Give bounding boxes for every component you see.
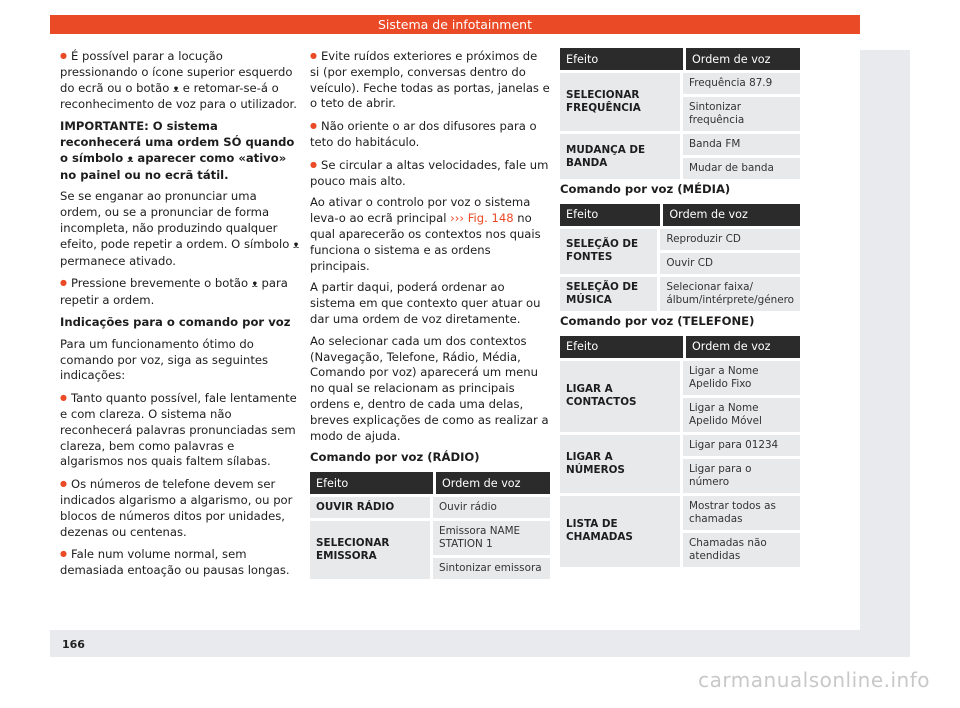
text: no qual aparecerão os contextos nos quais funciona o sistema e as ordens principais.	[310, 211, 541, 273]
efeito-cell: LIGAR A NÚMEROS	[560, 435, 683, 493]
paragraph: A partir daqui, poderá ordenar ao sistema em que contexto quer atuar ou dar uma ordem de voz diretamente.	[310, 280, 541, 326]
efeito-cell: SELEÇÃO DE FONTES	[560, 229, 660, 274]
ordem-cell: Selecionar faixa/álbum/intérprete/género	[660, 277, 800, 311]
ordem-cell: Ouvir CD	[660, 253, 800, 274]
text: Fale num volume normal, sem demasiada entoação ou pausas longas.	[60, 547, 290, 578]
important-note	[60, 119, 300, 183]
column-header-ordem: Ordem de voz	[683, 336, 800, 358]
radio-table-continued	[560, 45, 800, 182]
table-title-radio: Comando por voz (RÁDIO)	[310, 450, 480, 465]
table-title-phone: Comando por voz (TELEFONE)	[560, 313, 755, 328]
ordem-cell: Ligar para o número	[683, 459, 800, 493]
watermark: carmanualsonline.info	[698, 668, 930, 692]
ordem-cell: Mostrar todos as chamadas	[683, 496, 800, 530]
ordem-cell: Emissora NAME STATION 1	[433, 521, 550, 555]
text: Não oriente o ar dos difusores para o teto do habitáculo.	[310, 119, 537, 149]
text: Ao ativar o controlo por voz o sistema leva-o ao ecrã principal	[310, 195, 531, 226]
media-table	[560, 201, 800, 314]
paragraph	[310, 195, 550, 274]
table-row	[560, 361, 800, 395]
bullet-item	[60, 390, 300, 470]
ordem-cell: Ouvir rádio	[433, 497, 550, 518]
table-title-media: Comando por voz (MÉDIA)	[560, 182, 731, 196]
ordem-cell: Chamadas não atendidas	[683, 533, 800, 567]
bullet-item	[310, 48, 550, 112]
text: Evite ruídos exteriores e próximos de si (por exemplo, conversas dentro do veículo). Feche todas as portas, janelas e o teto de abrir.	[310, 49, 550, 111]
table-row	[310, 497, 550, 518]
ordem-cell: Frequência 87.9	[683, 73, 800, 94]
efeito-cell: MUDANÇA DE BANDA	[560, 134, 683, 179]
text: Pressione brevemente o botão	[70, 276, 249, 291]
text: Se se enganar ao pronunciar uma ordem, ou se a pronunciar de forma incompleta, não produzindo qualquer efeito, pode repetir a ordem. O símbolo	[60, 189, 290, 251]
paragraph	[60, 189, 300, 269]
text: aparecer como «ativo» no painel ou no ecrã tátil.	[60, 150, 287, 182]
voice-icon: ᴥ	[251, 279, 258, 291]
text: e retomar-se-á o reconhecimento de voz para o utilizador.	[60, 80, 297, 112]
column-header-ordem: Ordem de voz	[660, 204, 800, 226]
column-header-ordem: Ordem de voz	[433, 472, 550, 494]
table-row	[310, 521, 550, 555]
table-row	[560, 435, 800, 456]
paragraph	[60, 48, 300, 113]
column-header-efeito: Efeito	[310, 472, 433, 494]
page-number: 166	[62, 638, 85, 651]
subheading: Indicações para o comando por voz	[60, 314, 291, 329]
ordem-cell: Banda FM	[683, 134, 800, 155]
text: IMPORTANTE: O sistema reconhecerá uma ordem SÓ quando o símbolo	[60, 119, 295, 165]
ordem-cell: Sintonizar frequência	[683, 97, 800, 131]
paragraph: Ao selecionar cada um dos contextos (Navegação, Telefone, Rádio, Média, Comando por voz) aparecerá um menu no qual se relacionam as principais ordens e, dentro de cada uma delas, breves explicações de como as realizar a modo de ajuda.	[310, 333, 549, 443]
bullet-item	[60, 476, 300, 540]
column-header-efeito: Efeito	[560, 48, 683, 70]
bullet-item	[310, 118, 550, 151]
figure-link[interactable]: ››› Fig. 148	[450, 211, 514, 226]
column-left	[60, 48, 300, 585]
efeito-cell: SELECIONAR FREQUÊNCIA	[560, 73, 683, 131]
ordem-cell: Reproduzir CD	[660, 229, 800, 250]
table-row	[560, 73, 800, 94]
efeito-cell: LIGAR A CONTACTOS	[560, 361, 683, 432]
column-header-efeito: Efeito	[560, 336, 683, 358]
voice-icon: ᴥ	[173, 83, 180, 95]
efeito-cell: LISTA DE CHAMADAS	[560, 496, 683, 567]
ordem-cell: Sintonizar emissora	[433, 558, 550, 579]
radio-table	[310, 469, 550, 582]
column-header-efeito: Efeito	[560, 204, 660, 226]
efeito-cell: OUVIR RÁDIO	[310, 497, 433, 518]
column-right	[560, 48, 800, 570]
text: Os números de telefone devem ser indicados algarismo a algarismo, ou por blocos de números ditos por unidades, dezenas ou centenas.	[60, 477, 293, 539]
text: É possível parar a locução pressionando o ícone superior esquerdo do ecrã ou o botão	[60, 49, 293, 95]
phone-table	[560, 333, 800, 570]
efeito-cell: SELECIONAR EMISSORA	[310, 521, 433, 579]
voice-icon: ᴥ	[127, 153, 134, 165]
text: para repetir a ordem.	[60, 276, 288, 308]
bullet-item	[60, 546, 300, 579]
column-middle	[310, 48, 550, 582]
ordem-cell: Ligar a Nome Apelido Fixo	[683, 361, 800, 395]
text: permanece ativado.	[60, 253, 176, 268]
efeito-cell: SELEÇÃO DE MÚSICA	[560, 277, 660, 311]
ordem-cell: Mudar de banda	[683, 158, 800, 179]
column-header-ordem: Ordem de voz	[683, 48, 800, 70]
table-row	[560, 229, 800, 250]
paragraph	[60, 275, 300, 309]
ordem-cell: Ligar para 01234	[683, 435, 800, 456]
table-row	[560, 277, 800, 311]
paragraph: Para um funcionamento ótimo do comando por voz, siga as seguintes indicações:	[60, 336, 269, 383]
table-row	[560, 496, 800, 530]
text: Se circular a altas velocidades, fale um pouco mais alto.	[310, 157, 549, 188]
section-header: Sistema de infotainment	[50, 15, 860, 34]
bullet-item	[310, 157, 550, 190]
voice-icon: ᴥ	[293, 239, 300, 251]
ordem-cell: Ligar a Nome Apelido Móvel	[683, 398, 800, 432]
text: Tanto quanto possível, fale lentamente e com clareza. O sistema não reconhecerá palavras pronunciadas sem clareza, bem como palavras e algarismos nos quais faltem sílabas.	[60, 391, 297, 469]
table-row	[560, 134, 800, 155]
